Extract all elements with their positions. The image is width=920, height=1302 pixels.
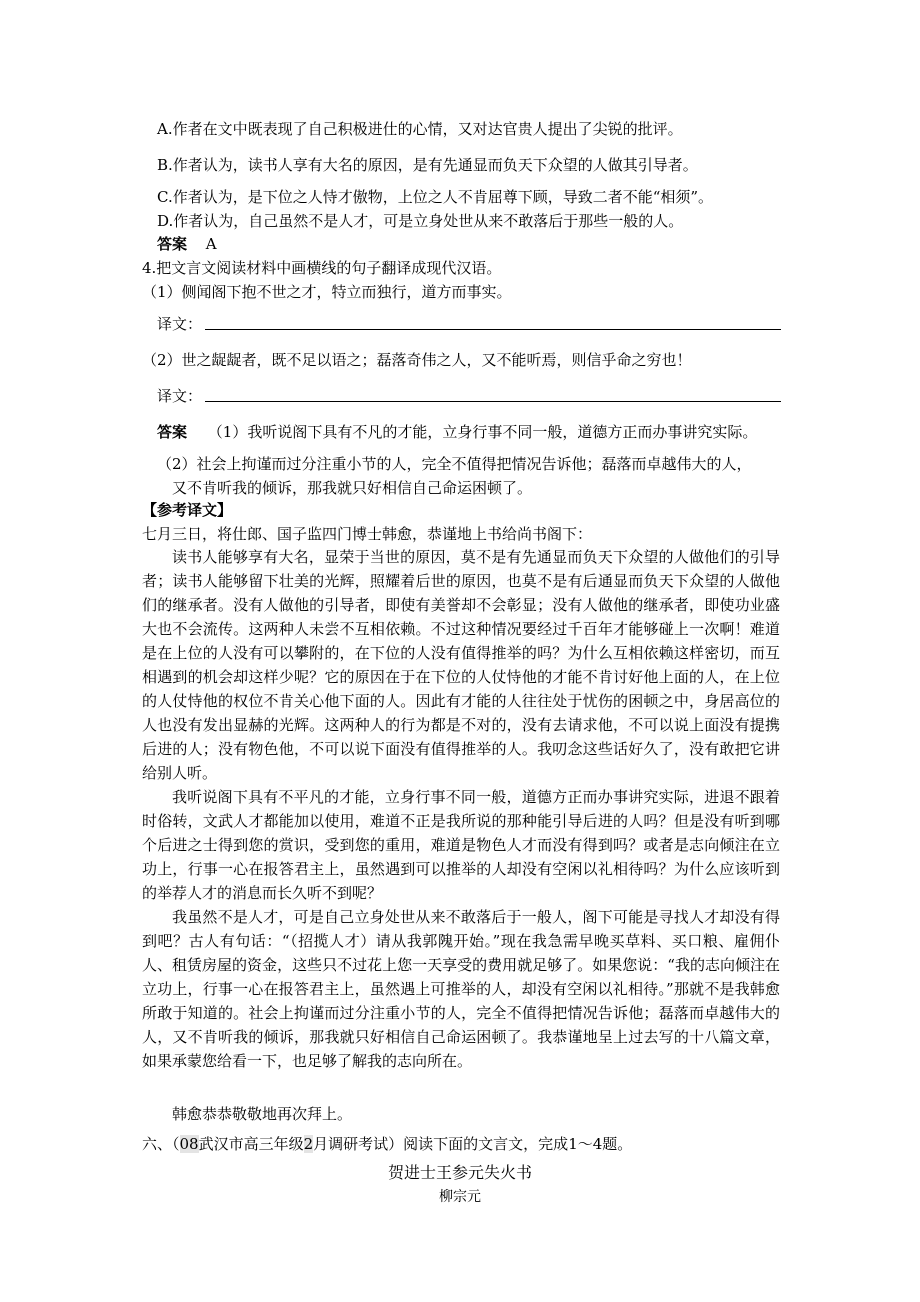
reference-heading: 【参考译文】 [142,501,233,519]
option-d: D.作者认为，自己虽然不是人才，可是立身处世从来不敢落后于那些一般的人。 [157,212,684,230]
passage-author: 柳宗元 [439,1189,481,1205]
answer-4-text-1: （1）我听说阁下具有不凡的才能，立身行事不同一般，道德方正而办事讲究实际。 [207,423,758,441]
translation-blank-1 [205,329,781,330]
reference-paragraph-3: 我虽然不是人才，可是自己立身处世从来不敢落后于一般人，阁下可能是寻找人才却没有得到吧？古人有句话：“（招揽人才）请从我郭隗开始。”现在我急需早晚买草料、买口粮、雇佣仆人、租赁房屋的资金，这些只不过花上您一天享受的费用就足够了。如果您说：“我的志向倾注在立功上，行事一心在报答君主上，虽然遇上可推举的人，却没有空闲以礼相待。”那就不是我韩愈所敢于知道的。社会上拘谨而过分注重小节的人，完全不值得把情况告诉他；磊落而卓越伟大的人，又不肯听我的倾诉，那我就只好相信自己命运困顿了。我恭谨地呈上过去写的十八篇文章，如果承蒙您给看一下，也足够了解我的志向所在。 [142,908,780,1070]
reference-paragraph-2: 我听说阁下具有不平凡的才能，立身行事不同一般，道德方正而办事讲究实际，进退不跟着时俗转，文武人才都能加以使用，难道不正是我所说的那种能引导后进的人吗？但是没有听到哪个后进之士得到您的赏识，受到您的重用，难道是物色人才而没有得到吗？或者是志向倾注在立功上，行事一心在报答君主上，虽然遇到可以推举的人却没有空闲以礼相待吗？为什么应该听到的举荐人才的消息而长久听不到呢？ [142,788,780,902]
section-6-suffix: 题。 [602,1135,633,1153]
answer-4-line-2: （2）社会上拘谨而过分注重小节的人，完全不值得把情况告诉他；磊落而卓越伟大的人， [157,455,752,473]
option-b: B.作者认为，读书人享有大名的原因，是有先通显而负天下众望的人做其引导者。 [157,156,698,174]
section-6-mid-1: 武汉市高三年级 [198,1135,304,1153]
question-4-sentence-2: （2）世之龊龊者，既不足以语之；磊落奇伟之人，又不能听焉，则信乎命之穷也！ [142,351,692,369]
translation-label-2: 译文： [157,387,203,405]
answer-3 [157,233,217,255]
section-6-month: 2 [303,1135,314,1153]
translation-label-1: 译文： [157,315,203,333]
translation-blank-2 [205,401,781,402]
section-6-year: 08 [179,1135,199,1153]
answer-3-label: 答案 [157,235,188,253]
section-6-heading [142,1133,632,1155]
answer-3-value: A [205,235,217,253]
answer-4-line-1 [157,421,757,443]
reference-paragraph-1: 读书人能够享有大名，显荣于当世的原因，莫不是有先通显而负天下众望的人做他们的引导者；读书人能够留下壮美的光辉，照耀着后世的原因，也莫不是有后通显而负天下众望的人做他们的继承者。没有人做他的引导者，即使有美誉却不会彰显；没有人做他的继承者，即使功业盛大也不会流传。这两种人未尝不互相依赖。不过这种情况要经过千百年才能够碰上一次啊！难道是在上位的人没有可以攀附的，在下位的人没有值得推举的吗？为什么互相依赖这样密切，而互相遇到的机会却这样少呢？它的原因在于在下位的人仗恃他的才能不肯讨好他上面的人，在上位的人仗恃他的权位不肯关心他下面的人。因此有才能的人往往处于忧伤的困顿之中，身居高位的人也没有发出显赫的光辉。这两种人的行为都是不对的，没有去请求他，不可以说上面没有提携后进的人；没有物色他，不可以说下面没有值得推举的人。我叨念这些话好久了，没有敢把它讲给别人听。 [142,548,780,782]
reference-opening: 七月三日，将仕郎、国子监四门博士韩愈，恭谨地上书给尚书阁下： [142,525,593,543]
answer-4-label: 答案 [157,423,188,441]
answer-4-line-3: 又不肯听我的倾诉，那我就只好相信自己命运困顿了。 [172,479,533,497]
reference-closing: 韩愈恭恭敬敬地再次拜上。 [172,1105,353,1123]
question-4-sentence-1: （1）侧闻阁下抱不世之才，特立而独行，道方而事实。 [142,283,512,301]
option-c: C.作者认为，是下位之人恃才傲物，上位之人不肯屈尊下顾，导致二者不能“相须”。 [157,188,714,206]
question-4-stem: 4.把文言文阅读材料中画横线的句子翻译成现代汉语。 [142,259,502,277]
passage-title: 贺进士王参元失火书 [387,1163,532,1182]
section-6-mid-2: 月调研考试）阅读下面的文言文，完成 [313,1135,569,1153]
section-6-prefix: 六、（ [142,1135,180,1153]
option-a: A.作者在文中既表现了自己积极进仕的心情，又对达官贵人提出了尖锐的批评。 [157,120,683,138]
section-6-range: 1～4 [568,1135,603,1153]
